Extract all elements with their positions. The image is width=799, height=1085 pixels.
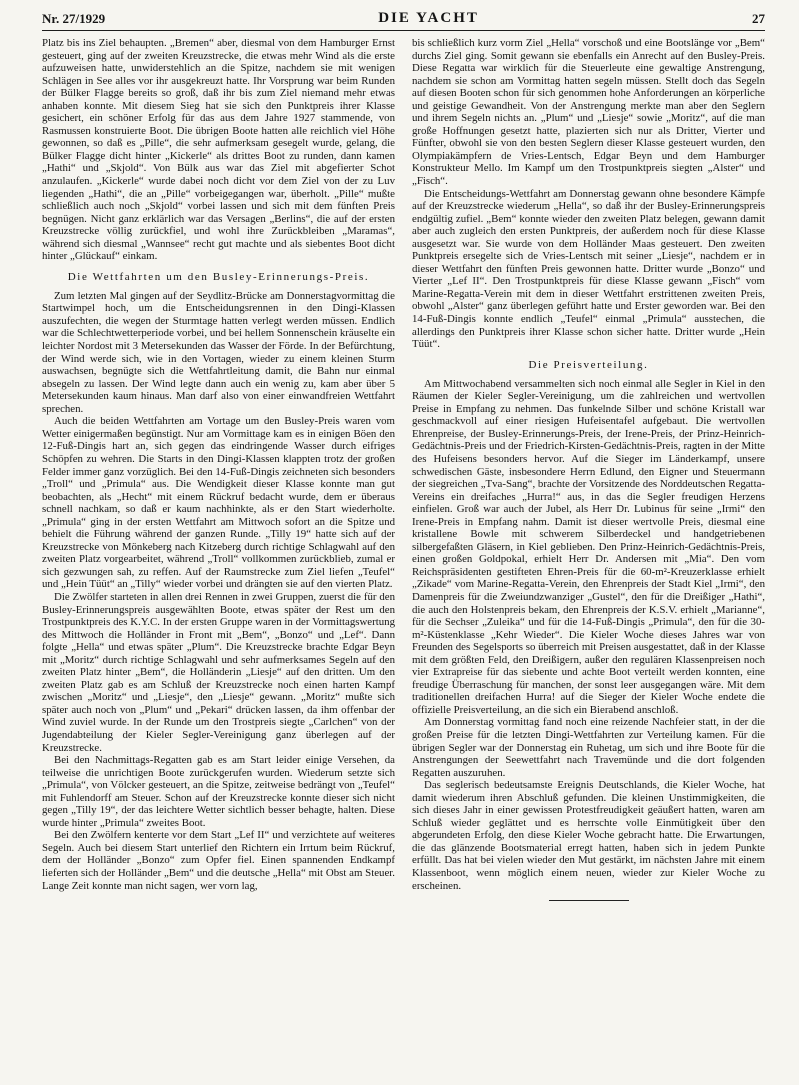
- article-columns: [42, 37, 765, 1077]
- page-header: [42, 4, 765, 31]
- right-paragraph-1: bis schließlich kurz vorm Ziel „Hella“ vorschoß und eine Bootslänge vor „Bem“ durchs Ziel ging. Somit gewann sie ebenfalls ein Anrecht auf den Busley-Preis. Diese Regatta war wirklich für die Steuerleute eine gewaltige Anstrengung, nachdem sie schon am Vormittag hatten segeln müssen. Stellt doch das Segeln auf diesen Booten schon für sich genommen hohe Anforderungen an körperliche und geistige Gewandheit. Von der Anstrengung merkte man aber den Seglern und ihrem Segeln nichts an. „Plum“ und „Liesje“ sowie „Moritz“, auf die man große Hoffnungen gesetzt hatte, plazierten sich nur als Dritter, Vierter und Fünfter, obwohl sie von den besten Seglern dieser Klasse gesteuert wurden, den Olympiakämpfern de Vries-Lentsch, Edgar Beyn und dem Hamburger Konstrukteur Mello. Im Kampf um den Trostpunktpreis siegten „Alster“ und „Fisch“.: [412, 37, 765, 188]
- end-rule: [549, 900, 629, 901]
- right-column: [412, 37, 765, 1077]
- left-paragraph-5: Bei den Nachmittags-Regatten gab es am Start leider einige Versehen, da teilweise die unrichtigen Boote zurückgerufen wurden. Wiederum setzte sich „Primula“, von Völcker gesteuert, an die Spitze, zeitweise bedrängt von „Teufel“ mit Fuhlendorff am Steuer. Schon auf der Kreuzstrecke konnte dieser sich nicht gegen „Tilly 19“, der das leichtere Wetter sichtlich besser behagte, halten. Diese wurde hinter „Primula“ zweites Boot.: [42, 754, 395, 829]
- page-number: 27: [752, 11, 765, 26]
- left-paragraph-1: Platz bis ins Ziel behaupten. „Bremen“ aber, diesmal von dem Hamburger Ernst gesteuert, ging auf der zweiten Kreuzstrecke, die etwas mehr Wind als die erste aufzuweisen hatte, unwiderstehlich an die Spitze, nachdem sie mit wenigen Schlägen in See alles vor ihr ausgekreuzt hatte. Ihr Vorsprung war beim Runden der Bülker Flagge bereits so groß, daß ihr bis zum Ziel niemand mehr etwas anhaben konnte. Mit diesem Sieg hat sie sich den Punktpreis ihrer Klasse gesichert, ein schöner Erfolg für das aus dem Jahre 1927 stammende, von Rasmussen konstruierte Boot. Die übrigen Boote hatten alle reichlich viel Höhe gewonnen, so daß es „Pille“, die sehr aufmerksam gesegelt wurde, gelang, die Bülker Flagge dicht hinter „Kickerle“ als drittes Boot zu runden, dann kamen „Hathi“ und „Skjold“. Von Bülk aus war das Ziel mit abgefierter Schot anzulaufen. „Kickerle“ wurde dabei noch dicht vor dem Ziel von der zu Luv liegenden „Hathi“, die an „Pille“ vorbeigegangen war, überholt. „Pille“ mußte schließlich auch noch „Skjold“ vorbei lassen und sich mit dem fünften Preis begnügen. Nicht ganz erklärlich war das Versagen „Berlins“, die auf der ersten Kreuzstrecke völlig zurückfiel, und wohl ihre Zurückbleiben „Maramas“, während sich diesmal „Wannsee“ recht gut machte und als siebentes Boot dicht hinter „Glückauf“ einkam.: [42, 37, 395, 263]
- issue-number: Nr. 27/1929: [42, 11, 106, 26]
- magazine-title: DIE YACHT: [378, 10, 479, 26]
- left-paragraph-3: Auch die beiden Wettfahrten am Vortage um den Busley-Preis waren vom Wetter einigermaßen begünstigt. Nur am Vormittage kam es in einigen Böen den 12-Fuß-Dingis hart an, sich gegen das eindringende Wasser durch eifriges Schöpfen zu wehren. Die Starts in den Dingi-Klassen klappten trotz der großen Felder immer ganz vorzüglich. Bei den 14-Fuß-Dingis zeichneten sich besonders „Troll“ und „Primula“ aus. Die Wendigkeit dieser Klasse konnte man gut beobachten, als „Hecht“ mit einem Rückruf bedacht wurde, dem er überaus schnell nachkam, so daß er kaum nachhinkte, als er den Start wiederholte. „Primula“ ging in der ersten Wettfahrt am Mittwoch sofort an die Spitze und behielt die Führung während der ganzen Runde. „Tilly 19“ hatte sich auf der Kreuzstrecke von Mönkeberg nach Kitzeberg durch richtige Schlagwahl auf den zweiten Platz vorgearbeitet, während „Troll“ vollkommen zurückblieb, zumal er sich gezwungen sah, zu reffen. Auf der Raumstrecke zum Ziel liefen „Teufel“ und „Hein Tüüt“ an „Tilly“ wieder vorbei und drängten sie auf den vierten Platz.: [42, 415, 395, 591]
- left-paragraph-4: Die Zwölfer starteten in allen drei Rennen in zwei Gruppen, zuerst die für den Busley-Erinnerungspreis ausgewählten Boote, etwas später der Rest um den Trostpunktpreis des K.Y.C. In der ersten Gruppe waren in der Vormittagswertung des Mittwoch die Holländer in Front mit „Bem“, „Bonzo“ und „Lef“. Dann folgte „Hella“ und etwas später „Plum“. Die Kreuzstrecke brachte Edgar Beyn mit „Moritz“ durch richtige Schlagwahl und sehr aufmerksames Segeln auf den zweiten Platz hinter „Bem“, die Holländerin „Liesje“ auf den dritten. Um den zweiten Platz gab es am Schluß der Kreuzstrecke noch einen harten Kampf zwischen „Moritz“ und „Liesje“, den „Liesje“ gewann. „Moritz“ mußte sich später auch noch von „Plum“ und „Pekari“ drücken lassen, da ihm offenbar der Wind zuviel wurde. In der Runde um den Trostpreis siegte „Carlchen“ von der Jugendabteilung der Kieler Segler-Vereinigung ganz überlegen auf der Kreuzstrecke.: [42, 590, 395, 754]
- right-paragraph-4: Am Donnerstag vormittag fand noch eine reizende Nachfeier statt, in der die großen Preise für die letzten Dingi-Wettfahrten zur Verteilung kamen. Für die übrigen Segler war der Donnerstag ein Ruhetag, um sich und ihre Boote für die Anstrengungen der Seewettfahrt nach Travemünde und die dort folgenden Regatten auszuruhen.: [412, 716, 765, 779]
- section-heading-busley: Die Wettfahrten um den Busley-Erinnerungs-Preis.: [67, 270, 370, 283]
- right-paragraph-5: Das seglerisch bedeutsamste Ereignis Deutschlands, die Kieler Woche, hat damit wiederum ihren Abschluß gefunden. Die kleinen Unstimmigkeiten, die sich dieses Jahr in einer gewissen Protestfreudigkeit geäußert hatten, waren am Schluß wieder geglättet und es herrschte volle Einmütigkeit über den abgerundeten Erfolg, den diese Kieler Woche gebracht hatte. Die Erwartungen, die das glänzende Bootsmaterial erregt hatten, haben sich in jedem Punkte erfüllt. Das hat bei vielen wieder den Mut gestärkt, im nächsten Jahre mit einem Klassenboot, wenn möglich einem neuen, wieder zur Kieler Woche zu erscheinen.: [412, 779, 765, 892]
- section-heading-preisverteilung: Die Preisverteilung.: [528, 358, 649, 371]
- left-paragraph-6: Bei den Zwölfern kenterte vor dem Start „Lef II“ und verzichtete auf weiteres Segeln. Auch bei diesem Start unterlief den Richtern ein Irrtum beim Rückruf, dem der Holländer „Bonzo“ zum Opfer fiel. Einen spannenden Endkampf lieferten sich der Holländer „Bem“ und die deutsche „Hella“ mit Obst am Steuer. Lange Zeit konnte man nicht sagen, wer vorn lag,: [42, 829, 395, 892]
- left-column: [42, 37, 395, 1077]
- right-paragraph-3: Am Mittwochabend versammelten sich noch einmal alle Segler in Kiel in den Räumen der Kieler Segler-Vereinigung, um die zahlreichen und wertvollen Preise in Empfang zu nehmen. Das funkelnde Silber und schöne Kristall war geschmackvoll auf einer riesigen Hufeisentafel aufgebaut. Die wertvollen Ehrenpreise, der Busley-Erinnerungs-Preis, der Irene-Preis, der Prinz-Heinrich-Gedächtnis-Preis und der Friedrich-Kirsten-Gedächtnis-Preis, ragten in der Mitte des Hufeisens besonders hervor. Auf die Sieger im Länderkampf, unsere schwedischen Gäste, insbesondere Herrn Edlund, den Eigner und Steuermann der siegreichen „Tva-Sang“, brachte der Vorsitzende des Norddeutschen Regatta-Vereins ein dreifaches „Hurra!“ aus, in das die Segler freudigen Herzens einfielen. Groß war auch der Jubel, als Herr Dr. Lubinus für seine „Irmi“ den Irene-Preis in Empfang nahm. Damit ist dieser wertvolle Preis, diesmal eine kristallene Bowle mit schwerem Silberdeckel und handgetriebenen silbergefaßten Gläsern, in Kiel geblieben. Den Prinz-Heinrich-Gedächtnis-Preis, einen großen Goldpokal, erhielt Herr Dr. Andersen mit „Mia“. Den vom Reichspräsidenten gestifteten Ehren-Preis für die 60-m²-Kreuzerklasse erhielt „Zikade“ vom Marine-Regatta-Verein, den Ehrenpreis der Stadt Kiel „Irmi“, den Damenpreis für die Zweiundzwanziger „Gustel“, den für die Dreißiger „Hathi“, die auch den Holstenpreis bekam, den Ehrenpreis der K.S.V. erhielt „Marianne“, für die Sechser „Zuleika“ und für die 14-Fuß-Dingis „Primula“, den für die 30-m²-Küstenklasse „Kehr Wieder“. Die Kieler Woche dieses Jahres war von Freunden des Segelsports so überreich mit Preisen ausgestattet, daß in der Klasse mit dem größten Feld, den Dreißigern, außer den regulären Klassenpreisen noch vier Extrapreise für das siebente und achte Boot verteilt werden konnten, eine freudige Überraschung für manchen, der sonst leer ausgegangen wäre. Mit dem traditionellen dreifachen Hurra! auf die Sieger der Kieler Woche endete die offizielle Preisverteilung, an die sich ein Bierabend anschloß.: [412, 377, 765, 716]
- left-paragraph-2: Zum letzten Mal gingen auf der Seydlitz-Brücke am Donnerstagvormittag die Startwimpel hoch, um die Entscheidungsrennen in den Dingi-Klassen auszufechten, die wegen der Sturmtage hatten verlegt werden müssen. Endlich war die Schlechtwetterperiode vorbei, und bei hellem Sonnenschein kräuselte ein leichter Nordost mit 3 Metersekunden das Wasser der Förde. In der Befürchtung, der Wind werde sich, wie in den Vortagen, wieder zu einem kleinen Sturm auswachsen, begnügte sich die Wettfahrtleitung damit, die Bahn nur einmal absegeln zu lassen. Der Wind legte dann auch ein wenig zu, kam aber über 5 Metersekunden kaum hinaus. Man darf also von einer einwandfreien Wettfahrt sprechen.: [42, 289, 395, 415]
- right-paragraph-2: Die Entscheidungs-Wettfahrt am Donnerstag gewann ohne besondere Kämpfe auf der Kreuzstrecke wiederum „Hella“, so daß ihr der Busley-Erinnerungspreis endgültig zufiel. „Bem“ konnte wieder den zweiten Platz belegen, gewann damit aber auch zugleich den ersten Punktpreis, der außerdem noch für diese Klasse ausgesetzt war. Sie wurde von dem Holländer Maas gesteuert. Den zweiten Punktpreis ersegelte sich de Vries-Lentsch mit seiner „Liesje“, nachdem er in dieser Wettfahrt den fünften Preis gewonnen hatte. Dritter wurde „Bonzo“ und Vierter „Lef II“. Den Trostpunktpreis für diese Klasse gewann „Fisch“ vom Marine-Regatta-Verein mit dem in dieser Wettfahrt erstrittenen zweiten Preis, obwohl „Alster“ ganz überlegen geführt hatte und Erster geworden war. Bei den 14-Fuß-Dingis konnte endlich „Teufel“ einmal „Primula“ ausstechen, die allerdings den Punktpreis ihrer Klasse schon sicher hatte. Dritter wurde „Hein Tüüt“.: [412, 187, 765, 351]
